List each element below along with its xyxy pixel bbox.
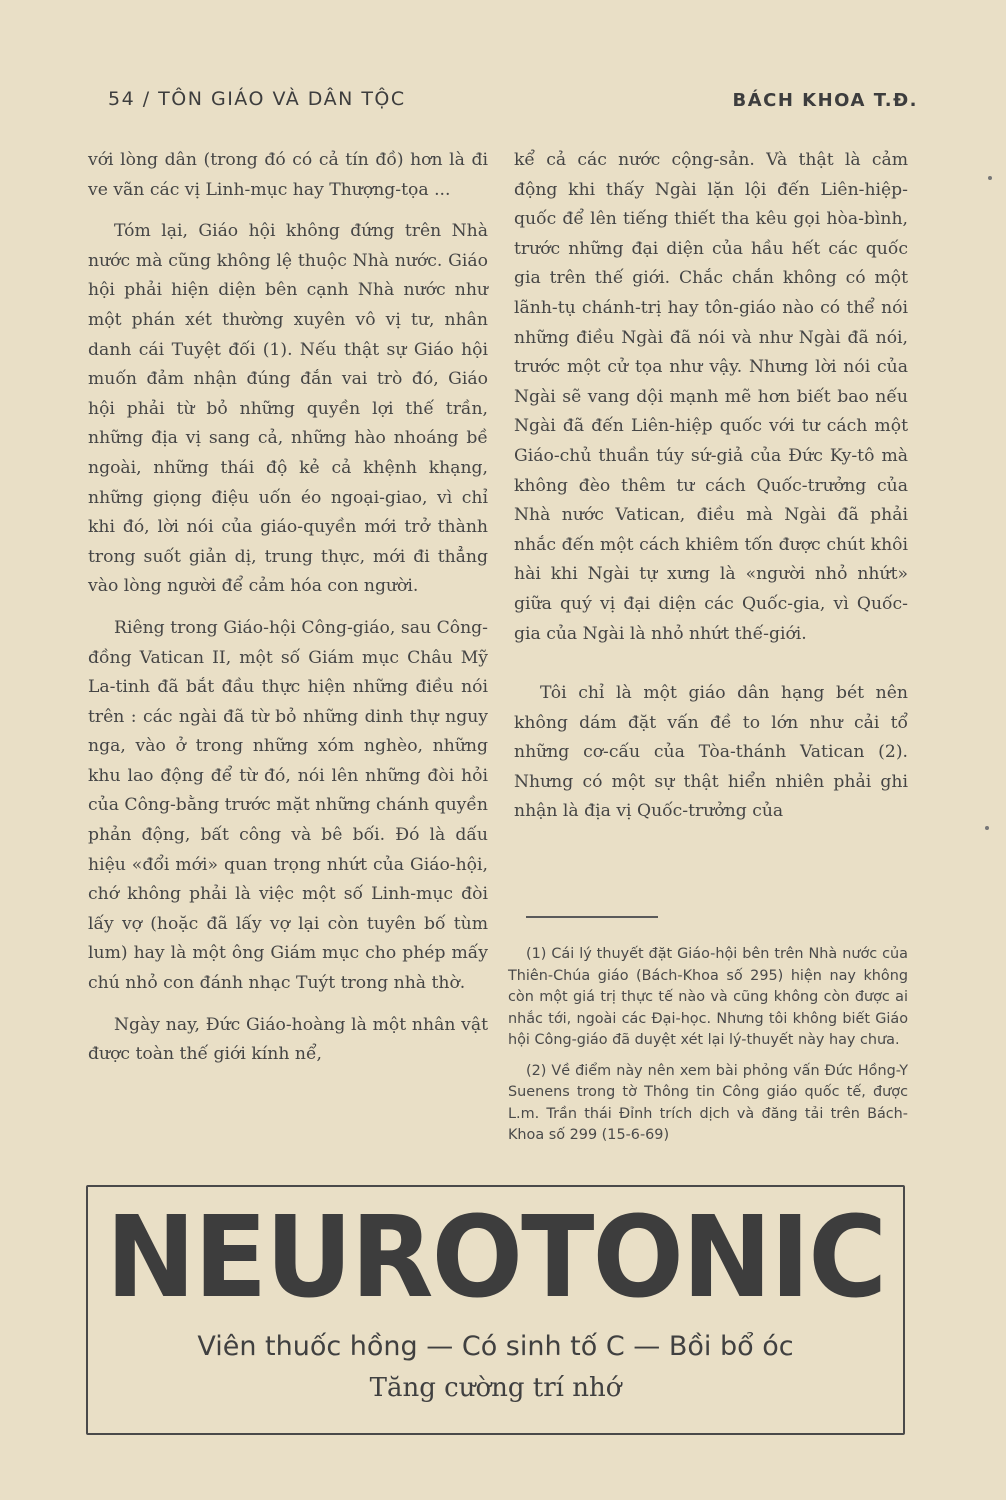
footnote-divider — [526, 916, 658, 918]
page-header — [108, 88, 918, 118]
left-column — [88, 146, 488, 1070]
right-column — [514, 146, 908, 827]
footnote: (1) Cái lý thuyết đặt Giáo-hội bên trên Nhà nước của Thiên-Chúa giáo (Bách-Khoa số 295) hiện nay không còn một giá trị thực tế nào và cũng không còn được ai nhắc tới, ngoài các Đại-học. Nhưng tôi không biết Giáo hội Công-giáo đã duyệt xét lại lý-thuyết này hay chưa. — [508, 946, 908, 1048]
paragraph: Tóm lại, Giáo hội không đứng trên Nhà nước mà cũng không lệ thuộc Nhà nước. Giáo hội phải hiện diện bên cạnh Nhà nước như một phán xét thường xuyên vô vị tư, nhân danh cái Tuyệt đối (1). Nếu thật sự Giáo hội muốn đảm nhận đúng đắn vai trò đó, Giáo hội phải từ bỏ những quyền lợi thế trần, những địa vị sang cả, những hào nhoáng bề ngoài, những thái độ kẻ cả khệnh khạng, những giọng điệu uốn éo ngoại-giao, vì chỉ khi đó, lời nói của giáo-quyền mới trở thành trong suốt giản dị, trung thực, mới đi thẳng vào lòng người để cảm hóa con người. — [88, 221, 488, 597]
print-speck — [988, 176, 992, 180]
ad-brand: NEUROTONIC — [105, 1193, 886, 1323]
print-speck — [985, 826, 989, 830]
paragraph: Ngày nay, Đức Giáo-hoàng là một nhân vật được toàn thế giới kính nể, — [88, 1014, 488, 1065]
paragraph: kể cả các nước cộng-sản. Và thật là cảm động khi thấy Ngài lặn lội đến Liên-hiệp-quốc để lên tiếng thiết tha kêu gọi hòa-bình, trước những đại diện của hầu hết các quốc gia trên thế giới. Chắc chắn không có một lãnh-tụ chánh-trị hay tôn-giáo nào có thể nói những điều Ngài đã nói và như Ngài đã nói, trước một cử tọa như vậy. Nhưng lời nói của Ngài sẽ vang dội mạnh mẽ hơn biết bao nếu Ngài đã đến Liên-hiệp quốc với tư cách một Giáo-chủ thuần túy sứ-giả của Đức Ky-tô mà không đèo thêm tư cách Quốc-trưởng của Nhà nước Vatican, điều mà Ngài đã phải nhắc đến một cách khiêm tốn được chút khôi hài khi Ngài tự xưng là «người nhỏ nhứt» giữa quý vị đại diện các Quốc-gia, vì Quốc-gia của Ngài là nhỏ nhứt thế-giới. — [514, 150, 908, 644]
paragraph: Tôi chỉ là một giáo dân hạng bét nên không dám đặt vấn đề to lớn như cải tổ những cơ-cấu của Tòa-thánh Vatican (2). Nhưng có một sự thật hiển nhiên phải ghi nhận là địa vị Quốc-trưởng của — [514, 683, 908, 822]
paragraph: Riêng trong Giáo-hội Công-giáo, sau Công-đồng Vatican II, một số Giám mục Châu Mỹ La-tinh đã bắt đầu thực hiện những điều nói trên : các ngài đã từ bỏ những dinh thự nguy nga, vào ở trong những xóm nghèo, những khu lao động để từ đó, nói lên những đòi hỏi của Công-bằng trước mặt những chánh quyền phản động, bất công và bê bối. Đó là dấu hiệu «đổi mới» quan trọng nhứt của Giáo-hội, chớ không phải là việc một số Linh-mục đòi lấy vợ (hoặc đã lấy vợ lại còn tuyên bố tùm lum) hay là một ông Giám mục cho phép mấy chú nhỏ con đánh nhạc Tuýt trong nhà thờ. — [88, 617, 488, 994]
paragraph: với lòng dân (trong đó có cả tín đồ) hơn là đi ve vãn các vị Linh-mục hay Thượng-tọa ... — [88, 150, 488, 200]
footnote: (2) Về điểm này nên xem bài phỏng vấn Đức Hồng-Y Suenens trong tờ Thông tin Công giáo quốc tế, được L.m. Trần thái Đỉnh trích dịch và đăng tải trên Bách-Khoa số 299 (15-6-69) — [508, 1062, 908, 1143]
header-magazine-name: BÁCH KHOA T.Đ. — [732, 90, 918, 111]
header-section-title: 54 / TÔN GIÁO VÀ DÂN TỘC — [108, 88, 406, 110]
advertisement-box — [86, 1185, 905, 1435]
footnotes — [508, 944, 908, 1156]
ad-tagline: Viên thuốc hồng — Có sinh tố C — Bồi bổ óc — [197, 1331, 794, 1362]
ad-tagline-secondary: Tăng cường trí nhớ — [369, 1373, 622, 1403]
